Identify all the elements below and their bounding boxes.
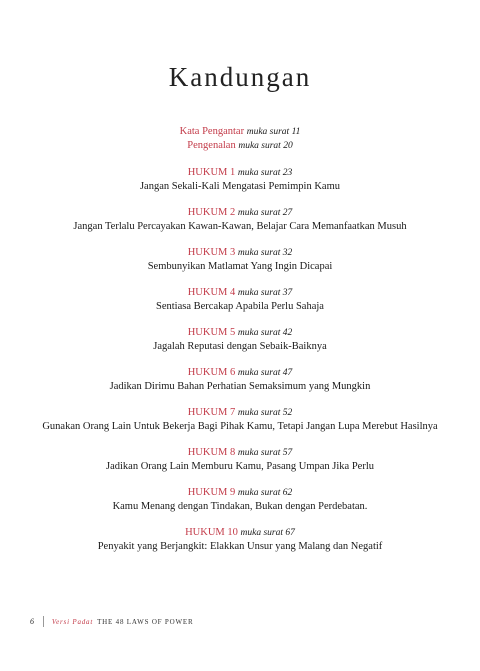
toc-law-5[interactable] — [60, 326, 420, 353]
law-number: HUKUM 3 — [187, 247, 236, 258]
toc-item-page-ref: muka surat 11 — [246, 127, 301, 137]
toc-law-1[interactable] — [60, 166, 420, 193]
law-page-ref: muka surat 32 — [237, 248, 293, 258]
toc-law-7[interactable] — [42, 406, 438, 433]
toc-item-page-ref: muka surat 20 — [238, 141, 293, 151]
law-title: Jadikan Orang Lain Memburu Kamu, Pasang Umpan Jika Perlu — [106, 461, 374, 472]
toc-item-kata-pengantar[interactable] — [60, 125, 420, 139]
page-number: 6 — [30, 617, 35, 626]
law-page-ref: muka surat 23 — [237, 168, 293, 178]
law-number: HUKUM 4 — [187, 287, 236, 298]
law-title: Sembunyikan Matlamat Yang Ingin Dicapai — [147, 261, 333, 272]
law-title: Gunakan Orang Lain Untuk Bekerja Bagi Pihak Kamu, Tetapi Jangan Lupa Merebut Hasilnya — [42, 421, 438, 432]
law-page-ref: muka surat 42 — [237, 328, 293, 338]
toc-law-8[interactable] — [60, 446, 420, 473]
law-number: HUKUM 7 — [187, 407, 236, 418]
law-number: HUKUM 1 — [187, 167, 236, 178]
toc-law-6[interactable] — [60, 366, 420, 393]
page-title: Kandungan — [168, 62, 312, 92]
toc-law-10[interactable] — [60, 526, 420, 553]
footer-divider — [43, 616, 44, 627]
law-page-ref: muka surat 47 — [237, 368, 293, 378]
toc-law-2[interactable] — [60, 206, 420, 233]
law-page-ref: muka surat 67 — [240, 528, 295, 538]
law-title: Penyakit yang Berjangkit: Elakkan Unsur yang Malang dan Negatif — [97, 541, 383, 552]
toc-item-label: Kata Pengantar — [179, 126, 245, 137]
law-page-ref: muka surat 62 — [237, 488, 293, 498]
toc-item-label: Pengenalan — [187, 140, 236, 151]
table-of-contents — [42, 125, 438, 553]
law-page-ref: muka surat 57 — [237, 448, 293, 458]
law-number: HUKUM 6 — [187, 367, 236, 378]
law-page-ref: muka surat 27 — [237, 208, 293, 218]
page-footer — [30, 616, 193, 627]
toc-law-9[interactable] — [60, 486, 420, 513]
law-title: Jangan Sekali-Kali Mengatasi Pemimpin Kamu — [139, 181, 341, 192]
law-page-ref: muka surat 52 — [237, 408, 293, 418]
series-name: Versi Padat — [51, 617, 94, 626]
law-number: HUKUM 5 — [187, 327, 236, 338]
law-number: HUKUM 2 — [187, 207, 236, 218]
law-title: Jadikan Dirimu Bahan Perhatian Semaksimum yang Mungkin — [109, 381, 371, 392]
law-title: Kamu Menang dengan Tindakan, Bukan dengan Perdebatan. — [112, 501, 368, 512]
law-number: HUKUM 8 — [187, 447, 236, 458]
toc-law-4[interactable] — [60, 286, 420, 313]
toc-item-pengenalan[interactable] — [60, 139, 420, 153]
front-matter — [60, 125, 420, 153]
law-title: Sentiasa Bercakap Apabila Perlu Sahaja — [156, 301, 324, 312]
book-title: THE 48 LAWS OF POWER — [97, 617, 194, 626]
toc-law-3[interactable] — [60, 246, 420, 273]
law-number: HUKUM 10 — [185, 527, 238, 538]
law-title: Jangan Terlalu Percayakan Kawan-Kawan, Belajar Cara Memanfaatkan Musuh — [73, 221, 407, 232]
law-number: HUKUM 9 — [187, 487, 236, 498]
law-title: Jagalah Reputasi dengan Sebaik-Baiknya — [153, 341, 327, 352]
law-page-ref: muka surat 37 — [237, 288, 293, 298]
